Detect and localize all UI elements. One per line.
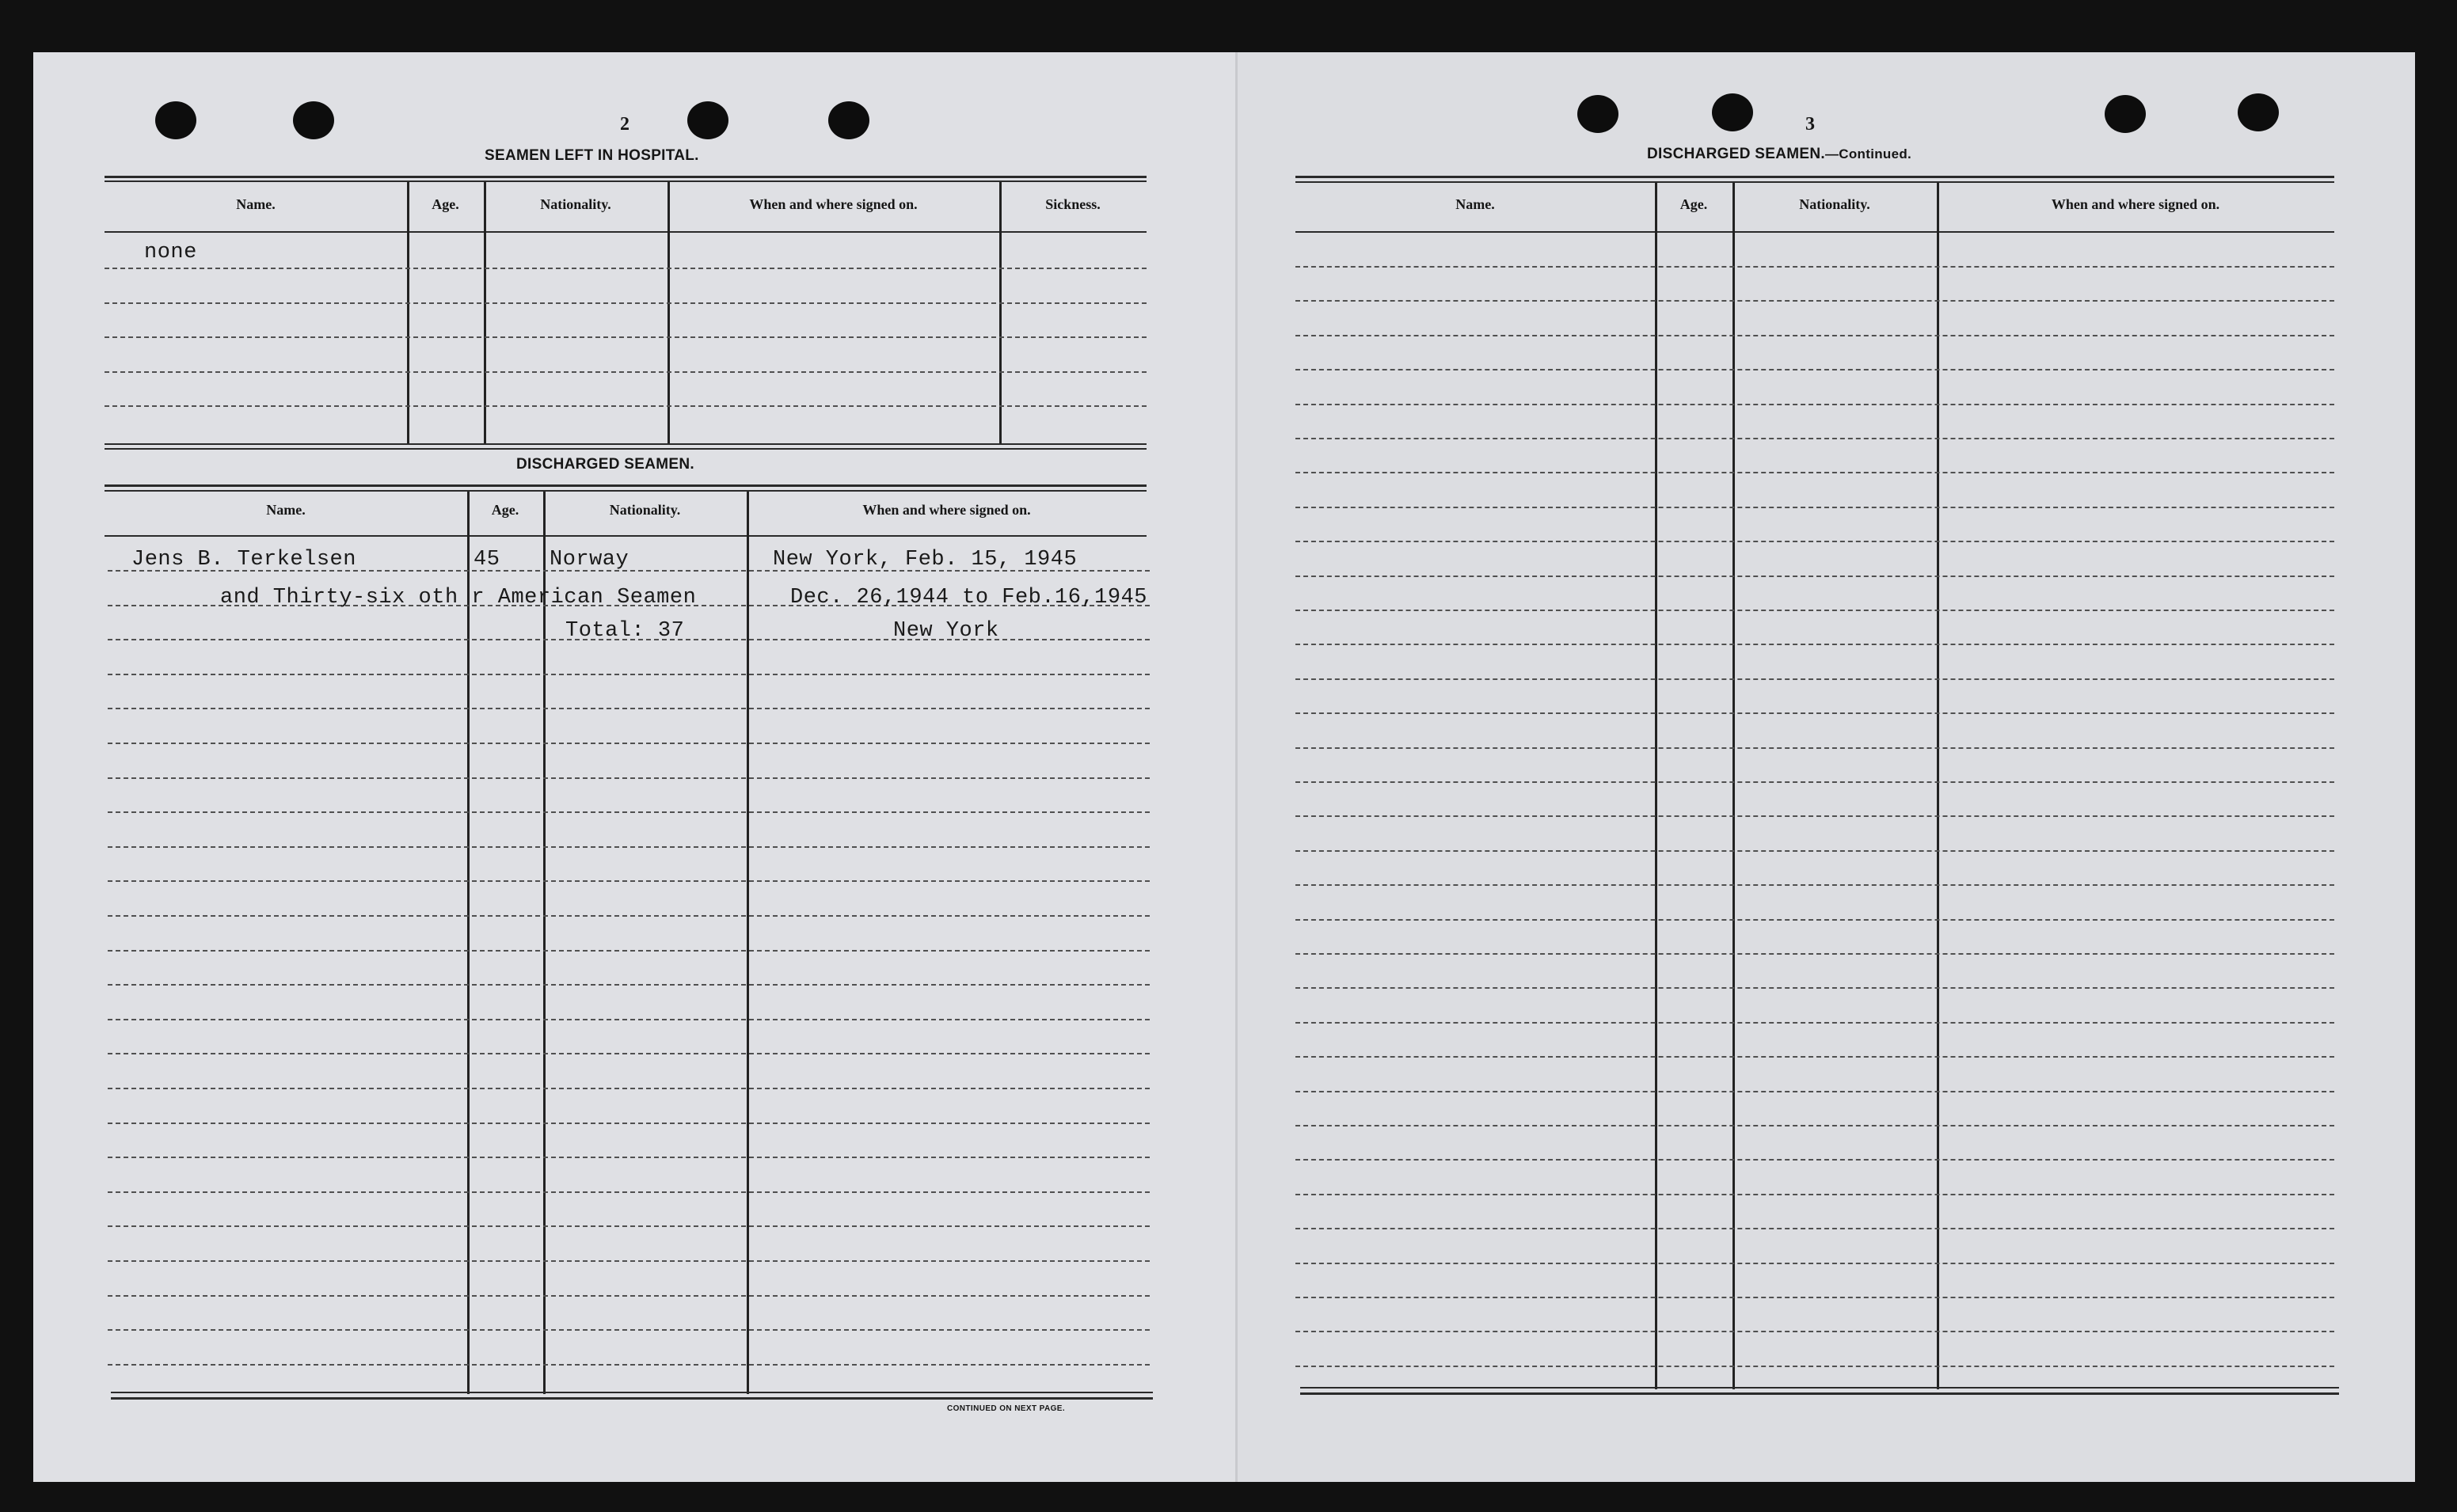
row-rule bbox=[108, 950, 1150, 952]
column-header: Nationality. bbox=[1799, 196, 1870, 212]
row-rule bbox=[1295, 438, 2334, 439]
punch-hole bbox=[2105, 95, 2146, 133]
row-rule bbox=[108, 1225, 1150, 1227]
punch-hole bbox=[1577, 95, 1618, 133]
row-rule bbox=[108, 846, 1150, 848]
row-rule bbox=[1295, 747, 2334, 749]
row-rule bbox=[108, 674, 1150, 675]
row-rule bbox=[108, 1191, 1150, 1193]
row-rule bbox=[108, 743, 1150, 744]
row-rule bbox=[1295, 1228, 2334, 1229]
column-header: Name. bbox=[236, 196, 276, 212]
seaman-age: 45 bbox=[474, 548, 500, 572]
column-header: When and where signed on. bbox=[2051, 196, 2220, 212]
row-rule bbox=[108, 880, 1150, 882]
column-divider bbox=[999, 182, 1002, 443]
column-divider bbox=[407, 182, 409, 443]
row-rule bbox=[1295, 610, 2334, 611]
row-rule bbox=[1295, 1297, 2334, 1298]
column-header: Age. bbox=[1679, 196, 1708, 212]
punch-hole bbox=[828, 101, 869, 139]
seaman-signed-on: New York, Feb. 15, 1945 bbox=[773, 548, 1078, 572]
left-page bbox=[33, 52, 1237, 1482]
seaman-nationality: Norway bbox=[550, 548, 629, 572]
table-rule bbox=[1295, 181, 2334, 183]
row-rule bbox=[108, 1157, 1150, 1158]
row-rule bbox=[105, 336, 1147, 338]
row-rule bbox=[1295, 507, 2334, 508]
row-rule bbox=[105, 302, 1147, 304]
table-rule bbox=[1300, 1387, 2339, 1389]
row-rule bbox=[108, 1295, 1150, 1297]
continued-footer: CONTINUED ON NEXT PAGE. bbox=[947, 1404, 1066, 1413]
row-rule bbox=[108, 1123, 1150, 1124]
table-rule bbox=[111, 1397, 1153, 1400]
table-rule bbox=[105, 180, 1147, 182]
page-number: 3 bbox=[1805, 114, 1815, 135]
column-divider bbox=[467, 492, 470, 1394]
row-rule bbox=[1295, 472, 2334, 473]
row-rule bbox=[1295, 1022, 2334, 1024]
table-rule bbox=[105, 535, 1147, 537]
row-rule bbox=[1295, 1331, 2334, 1332]
row-rule bbox=[1295, 678, 2334, 680]
row-rule bbox=[1295, 712, 2334, 714]
punch-hole bbox=[2238, 93, 2279, 131]
row-rule bbox=[1295, 1366, 2334, 1367]
table-rule bbox=[1300, 1392, 2339, 1395]
row-rule bbox=[1295, 781, 2334, 783]
row-rule bbox=[1295, 404, 2334, 405]
column-divider bbox=[1937, 183, 1939, 1389]
row-rule bbox=[1295, 266, 2334, 268]
discharged-section-title: DISCHARGED SEAMEN. bbox=[516, 456, 694, 473]
row-rule bbox=[105, 371, 1147, 373]
row-rule bbox=[1295, 919, 2334, 921]
table-rule bbox=[1295, 176, 2334, 178]
others-note: and Thirty-six oth r American Seamen bbox=[220, 586, 697, 610]
table-rule bbox=[105, 443, 1147, 445]
hospital-entry: none bbox=[144, 241, 197, 264]
punch-hole bbox=[1712, 93, 1753, 131]
row-rule bbox=[1295, 987, 2334, 989]
row-rule bbox=[108, 1329, 1150, 1331]
row-rule bbox=[108, 811, 1150, 813]
column-header: When and where signed on. bbox=[749, 196, 918, 212]
row-rule bbox=[108, 915, 1150, 917]
row-rule bbox=[1295, 300, 2334, 302]
column-divider bbox=[543, 492, 546, 1394]
column-header: Nationality. bbox=[540, 196, 611, 212]
row-rule bbox=[1295, 1159, 2334, 1161]
table-rule bbox=[1295, 231, 2334, 233]
row-rule bbox=[1295, 1056, 2334, 1058]
others-dates: Dec. 26,1944 to Feb.16,1945 bbox=[790, 586, 1147, 610]
row-rule bbox=[108, 1053, 1150, 1054]
row-rule bbox=[1295, 576, 2334, 577]
column-divider bbox=[1732, 183, 1735, 1389]
table-rule bbox=[105, 176, 1147, 178]
row-rule bbox=[105, 268, 1147, 269]
row-rule bbox=[1295, 850, 2334, 852]
row-rule bbox=[108, 1088, 1150, 1089]
row-rule bbox=[108, 708, 1150, 709]
punch-hole bbox=[687, 101, 728, 139]
row-rule bbox=[1295, 1125, 2334, 1126]
column-header: When and where signed on. bbox=[862, 502, 1031, 518]
table-rule bbox=[105, 490, 1147, 492]
row-rule bbox=[1295, 369, 2334, 370]
row-rule bbox=[1295, 884, 2334, 886]
column-header: Age. bbox=[491, 502, 519, 518]
row-rule bbox=[1295, 644, 2334, 645]
table-rule bbox=[105, 448, 1147, 450]
row-rule bbox=[108, 777, 1150, 779]
row-rule bbox=[108, 1364, 1150, 1366]
row-rule bbox=[1295, 1194, 2334, 1195]
page-number: 2 bbox=[620, 114, 629, 135]
column-header: Sickness. bbox=[1045, 196, 1101, 212]
total-count: Total: 37 bbox=[565, 619, 685, 643]
discharged-continued-title: DISCHARGED SEAMEN.—Continued. bbox=[1647, 146, 1912, 162]
table-rule bbox=[111, 1392, 1153, 1393]
column-divider bbox=[484, 182, 486, 443]
signed-place: New York bbox=[893, 619, 999, 643]
row-rule bbox=[108, 1019, 1150, 1020]
punch-hole bbox=[155, 101, 196, 139]
column-divider bbox=[667, 182, 670, 443]
column-header: Name. bbox=[266, 502, 306, 518]
page-fold bbox=[1235, 52, 1238, 1482]
row-rule bbox=[105, 405, 1147, 407]
column-header: Age. bbox=[432, 196, 459, 212]
column-divider bbox=[747, 492, 749, 1394]
row-rule bbox=[1295, 335, 2334, 336]
table-rule bbox=[105, 484, 1147, 487]
table-rule bbox=[105, 231, 1147, 233]
column-header: Nationality. bbox=[609, 502, 681, 518]
row-rule bbox=[108, 1260, 1150, 1262]
row-rule bbox=[1295, 815, 2334, 817]
punch-hole bbox=[293, 101, 334, 139]
hospital-section-title: SEAMEN LEFT IN HOSPITAL. bbox=[485, 147, 699, 164]
row-rule bbox=[1295, 1091, 2334, 1092]
seaman-name: Jens B. Terkelsen bbox=[131, 548, 356, 572]
column-divider bbox=[1655, 183, 1657, 1389]
row-rule bbox=[1295, 953, 2334, 955]
row-rule bbox=[1295, 1263, 2334, 1264]
row-rule bbox=[1295, 541, 2334, 542]
column-header: Name. bbox=[1455, 196, 1495, 212]
row-rule bbox=[108, 984, 1150, 986]
